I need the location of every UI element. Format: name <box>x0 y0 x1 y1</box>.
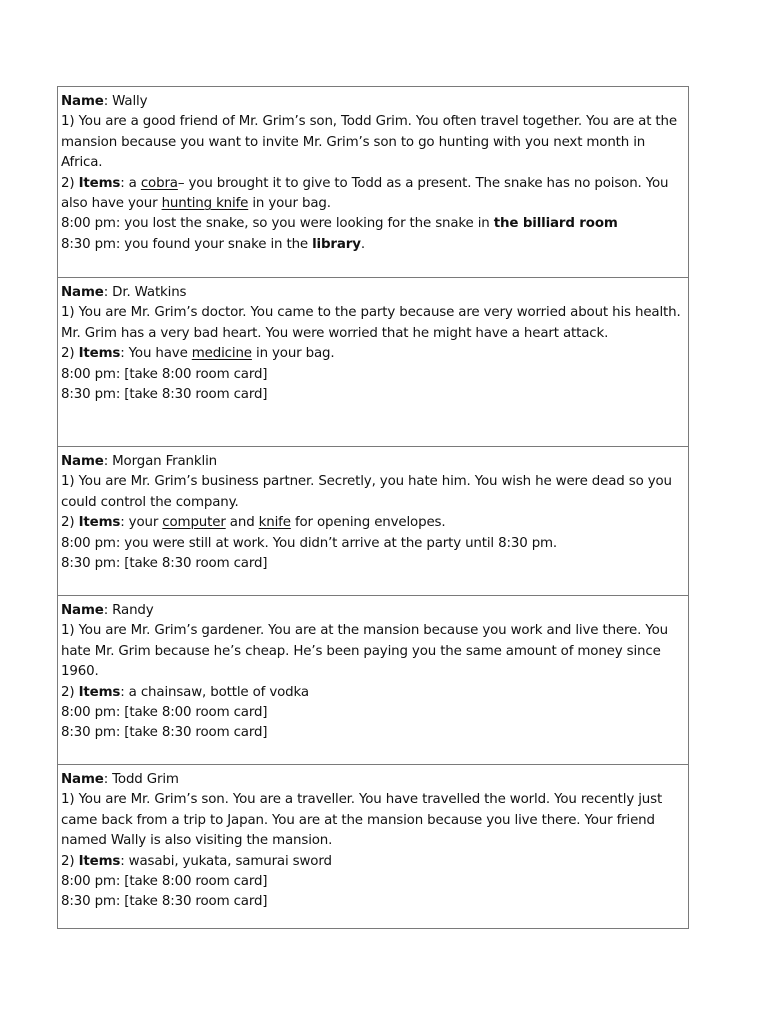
name-line: Name: Dr. Watkins <box>61 285 187 300</box>
time-label: 8:30 pm: <box>61 556 121 572</box>
description-text: You are Mr. Grim’s business partner. Secretly, you hate him. You wish he were dead so you could control the company. <box>61 474 672 510</box>
character-name: Morgan Franklin <box>112 454 217 469</box>
character-name: Wally <box>112 94 148 109</box>
items-line: 2) Items: a chainsaw, bottle of vodka <box>61 684 309 700</box>
time-label: 8:00 pm: <box>61 705 121 721</box>
items-text: wasabi, yukata, samurai sword <box>128 853 332 869</box>
items-text: in your bag. <box>256 346 335 362</box>
time-label: 8:30 pm: <box>61 725 121 741</box>
items-text: for opening envelopes. <box>294 515 446 531</box>
room-card-instruction: [take 8:30 room card] <box>124 387 268 403</box>
name-line: Name: Randy <box>61 603 154 618</box>
time-830-line <box>61 385 684 405</box>
description-text: You are Mr. Grim’s son. You are a traveller. You have travelled the world. You recently just came back from a trip to Japan. You are at the mansion because you live there. Your friend named Wally is also visiting the mansion. <box>61 792 663 849</box>
items-text: a chainsaw, bottle of vodka <box>128 684 309 700</box>
time-830-line <box>61 723 684 743</box>
time-800-line <box>61 214 684 234</box>
room-card-instruction: [take 8:00 room card] <box>124 874 268 890</box>
item-cobra: cobra <box>140 175 178 191</box>
time-830-line: 8:30 pm: you found your snake in the library. <box>61 236 365 252</box>
description: 1) You are Mr. Grim’s doctor. You came to the party because are very worried about his health. Mr. Grim has a very bad heart. You were worried that he might have a heart attack. <box>61 305 681 341</box>
character-card-wally <box>58 87 688 278</box>
time-label: 8:00 pm: <box>61 216 121 232</box>
time-label: 8:30 pm: <box>61 236 121 252</box>
time-text: you lost the snake, so you were looking for the snake in <box>124 216 490 232</box>
time-label: 8:00 pm: <box>61 366 121 382</box>
name-label: Name <box>61 603 104 618</box>
time-text: you found your snake in the <box>124 236 308 252</box>
room-card-instruction: [take 8:00 room card] <box>124 705 268 721</box>
description: 1) You are Mr. Grim’s son. You are a traveller. You have travelled the world. You recently just came back from a trip to Japan. You are at the mansion because you live there. Your friend named Wally is also visiting the mansion. <box>61 792 663 849</box>
item-medicine: medicine <box>191 346 252 362</box>
room-card-instruction: [take 8:00 room card] <box>124 366 268 382</box>
character-card-morgan-franklin <box>58 447 688 596</box>
name-line: Name: Wally <box>61 94 148 109</box>
items-label: Items <box>78 175 121 191</box>
time-800-line <box>61 872 684 892</box>
time-800-line <box>61 365 684 385</box>
name-label: Name <box>61 285 104 300</box>
character-cards-table <box>57 86 689 929</box>
items-text: – you brought it to give to Todd as a present. The snake has no poison. You also have your <box>61 175 669 212</box>
time-label: 8:00 pm: <box>61 535 121 551</box>
description: 1) You are a good friend of Mr. Grim’s son, Todd Grim. You often travel together. You are at the mansion because you want to invite Mr. Grim’s son to go hunting with you next month in Africa. <box>61 114 677 171</box>
items-line: 2) Items: a cobra– you brought it to give to Todd as a present. The snake has no poison. You also have your hunting knife in your bag. <box>61 175 669 212</box>
items-text: in your bag. <box>252 196 331 212</box>
items-text: a <box>128 175 137 191</box>
items-label: Items <box>78 346 121 362</box>
name-line: Name: Todd Grim <box>61 772 179 787</box>
description-text: You are Mr. Grim’s gardener. You are at the mansion because you work and live there. You hate Mr. Grim because he’s cheap. He’s been paying you the same amount of money since 1960. <box>61 623 668 680</box>
items-line: 2) Items: your computer and knife for opening envelopes. <box>61 515 446 531</box>
time-text: you were still at work. You didn’t arrive at the party until 8:30 pm. <box>124 535 558 551</box>
time-830-line <box>61 892 684 912</box>
character-name: Dr. Watkins <box>112 285 187 300</box>
room-card-instruction: [take 8:30 room card] <box>124 894 268 910</box>
name-line: Name: Morgan Franklin <box>61 454 217 469</box>
time-800-line <box>61 703 684 723</box>
items-label: Items <box>78 684 121 700</box>
name-label: Name <box>61 454 104 469</box>
items-label: Items <box>78 853 121 869</box>
character-card-dr-watkins <box>58 278 688 447</box>
time-label: 8:00 pm: <box>61 874 121 890</box>
room-card-instruction: [take 8:30 room card] <box>124 556 268 572</box>
character-card-randy <box>58 596 688 765</box>
name-label: Name <box>61 772 104 787</box>
items-label: Items <box>78 515 121 531</box>
description: 1) You are Mr. Grim’s gardener. You are at the mansion because you work and live there. You hate Mr. Grim because he’s cheap. He’s been paying you the same amount of money since 1960. <box>61 623 668 680</box>
time-800-line <box>61 534 684 554</box>
character-card-todd-grim <box>58 765 688 928</box>
room-card-instruction: [take 8:30 room card] <box>124 725 268 741</box>
time-830-line <box>61 554 684 574</box>
time-label: 8:30 pm: <box>61 894 121 910</box>
items-text: your <box>128 515 159 531</box>
item-computer: computer <box>162 515 226 531</box>
item-knife: knife <box>258 515 291 531</box>
items-text: You have <box>128 346 188 362</box>
description: 1) You are Mr. Grim’s business partner. Secretly, you hate him. You wish he were dead so you could control the company. <box>61 474 672 510</box>
items-line: 2) Items: You have medicine in your bag. <box>61 346 335 362</box>
time-label: 8:30 pm: <box>61 387 121 403</box>
items-line: 2) Items: wasabi, yukata, samurai sword <box>61 853 332 869</box>
name-label: Name <box>61 94 104 109</box>
items-text: and <box>229 515 255 531</box>
location-billiard-room: the billiard room <box>493 216 618 232</box>
description-text: You are Mr. Grim’s doctor. You came to the party because are very worried about his health. Mr. Grim has a very bad heart. You were worried that he might have a heart attack. <box>61 305 681 341</box>
character-name: Randy <box>112 603 154 618</box>
description-text: You are a good friend of Mr. Grim’s son, Todd Grim. You often travel together. You are at the mansion because you want to invite Mr. Grim’s son to go hunting with you next month in Africa. <box>61 114 677 171</box>
character-name: Todd Grim <box>112 772 179 787</box>
item-hunting-knife: hunting knife <box>161 196 249 212</box>
location-library: library <box>312 236 361 252</box>
